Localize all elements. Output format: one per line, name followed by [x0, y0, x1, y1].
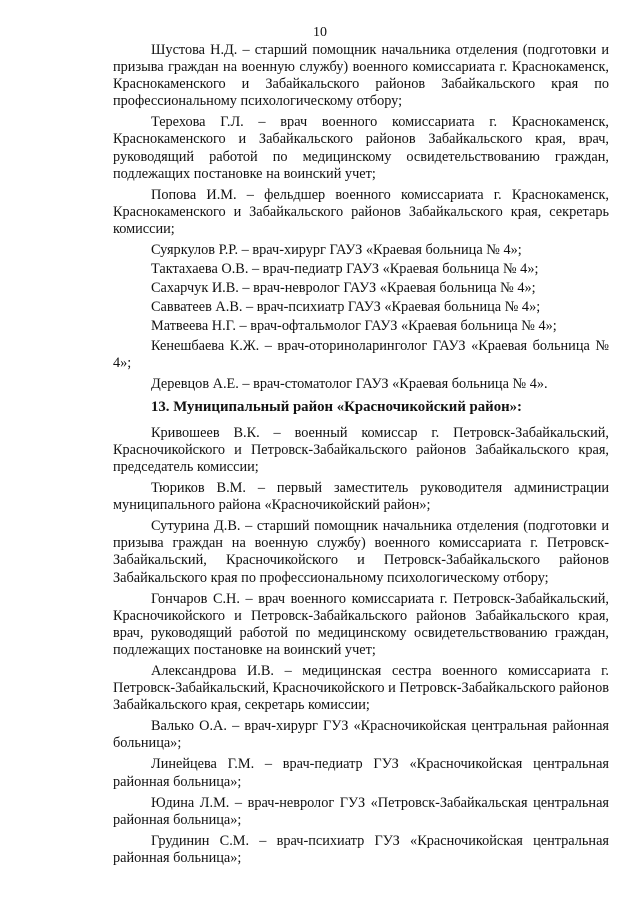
paragraph-aleksandrova: Александрова И.В. – медицинская сестра военного комиссариата г. Петровск-Забайкальский, Красночикойского и Петровск-Забайкальского районов Забайкальского края, секретарь комиссии;: [113, 663, 609, 714]
paragraph-terekhova: Терехова Г.Л. – врач военного комиссариата г. Краснокаменск, Краснокаменского и Забайкальского районов Забайкальского края, врач, руководящий работой по медицинскому освидетельствованию граждан, подлежащих постановке на воинский учет;: [113, 114, 609, 182]
paragraph-suturina: Сутурина Д.В. – старший помощник начальника отделения (подготовки и призыва граждан на военную службу) военного комиссариата г. Петровск-Забайкальский, Красночикойского и Петровск-Забайкальского районов Забайкальского края по профессиональному психологическому отбору;: [113, 518, 609, 586]
paragraph-matveeva: Матвеева Н.Г. – врач-офтальмолог ГАУЗ «Краевая больница № 4»;: [151, 318, 557, 335]
paragraph-popova: Попова И.М. – фельдшер военного комиссариата г. Краснокаменск, Краснокаменского и Забайкальского районов Забайкальского края, секретарь комиссии;: [113, 186, 609, 237]
paragraph-krivosheev: Кривошеев В.К. – военный комиссар г. Петровск-Забайкальский, Красночикойского и Петровск-Забайкальского районов Забайкальского края, председатель комиссии;: [113, 424, 609, 475]
paragraph-shustova: Шустова Н.Д. – старший помощник начальника отделения (подготовки и призыва граждан на военную службу) военного комиссариата г. Краснокаменск, Краснокаменского и Забайкальского районов Забайкальского края по профессиональному психологическому отбору;: [113, 42, 609, 110]
paragraph-derevtsov: Деревцов А.Е. – врач-стоматолог ГАУЗ «Краевая больница № 4».: [151, 375, 548, 392]
paragraph-tyurikov: Тюриков В.М. – первый заместитель руководителя администрации муниципального района «Красночикойский район»;: [113, 480, 609, 514]
paragraph-goncharov: Гончаров С.Н. – врач военного комиссариата г. Петровск-Забайкальский, Красночикойского и Петровск-Забайкальского районов Забайкальского края, врач, руководящий работой по медицинскому освидетельствованию граждан, подлежащих постановке на воинский учет;: [113, 590, 609, 658]
paragraph-yudina: Юдина Л.М. – врач-невролог ГУЗ «Петровск-Забайкальская центральная районная больница»;: [113, 794, 609, 828]
paragraph-savvateev: Савватеев А.В. – врач-психиатр ГАУЗ «Краевая больница № 4»;: [151, 299, 541, 316]
document-body: [113, 42, 609, 871]
paragraph-grudinin: Грудинин С.М. – врач-психиатр ГУЗ «Красночикойская центральная районная больница»;: [113, 832, 609, 866]
section-heading: 13. Муниципальный район «Красночикойский район»:: [151, 398, 522, 415]
page-number: 10: [313, 25, 327, 40]
paragraph-suyarkulov: Суяркулов Р.Р. – врач-хирург ГАУЗ «Краевая больница № 4»;: [151, 242, 522, 259]
paragraph-valko: Валько О.А. – врач-хирург ГУЗ «Красночикойская центральная районная больница»;: [113, 718, 609, 752]
paragraph-lineitseva: Линейцева Г.М. – врач-педиатр ГУЗ «Красночикойская центральная районная больница»;: [113, 756, 609, 790]
paragraph-keneshbaeva: Кенешбаева К.Ж. – врач-оториноларинголог ГАУЗ «Краевая больница № 4»;: [113, 337, 609, 371]
paragraph-taktakhaeva: Тактахаева О.В. – врач-педиатр ГАУЗ «Краевая больница № 4»;: [151, 261, 539, 278]
paragraph-sakharchuk: Сахарчук И.В. – врач-невролог ГАУЗ «Краевая больница № 4»;: [151, 280, 536, 297]
